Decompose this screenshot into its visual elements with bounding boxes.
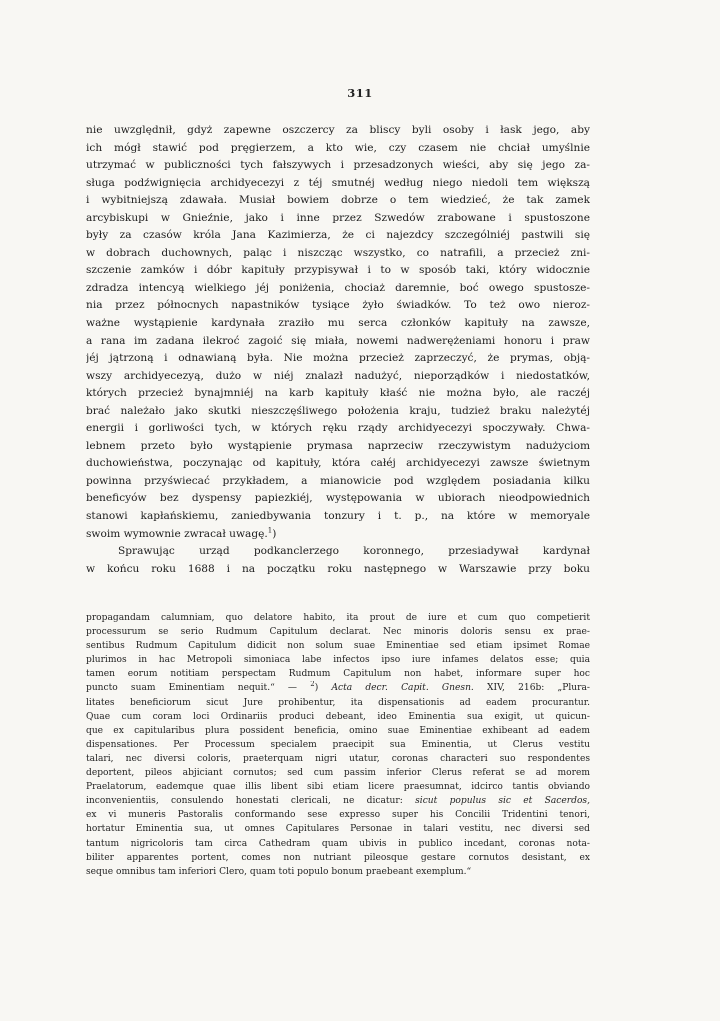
footnote-ref-2: 2 bbox=[310, 681, 315, 689]
footnote-line-with-ref bbox=[86, 681, 590, 695]
footnote-line: processurum se serio Rudmum Capitulum declarat. Nec minoris doloris sensu ex prae- bbox=[86, 627, 590, 638]
footnote-text: inconvenientiis, consulendo honestati clericali, ne dicatur: bbox=[86, 796, 403, 807]
footnote-line: tantum nigricoloris tam circa Cathedram quam ubivis in publico incedant, coronas nota- bbox=[86, 838, 590, 849]
text-line: nie uwzględnił, gdyż zapewne oszczercy za bliscy byli osoby i łask jego, aby bbox=[86, 124, 590, 136]
text-line: ich mógł stawić pod pręgierzem, a kto wie, czy czasem nie chciał umyślnie bbox=[86, 141, 590, 154]
text-line: beneficyów bez dyspensy papiezkiéj, występowania w ubiorach nieodpowiednich bbox=[86, 492, 590, 505]
text-line: utrzymać w publiczności tych fałszywych i przesadzonych wieści, aby się jego za- bbox=[86, 159, 590, 172]
text-line: nia przez północnych napastników tysiące żyło świadków. To też owo nieroz- bbox=[86, 299, 590, 312]
text-line: energii i gorliwości tych, w których ręku rządy archidyecezyi spoczywały. Chwa- bbox=[86, 422, 590, 435]
footnote-line: que ex capitularibus plura possident beneficia, omino suae Eminentiae exhibeant ad eadem bbox=[86, 725, 590, 736]
text-line-with-footnote-ref bbox=[86, 526, 590, 544]
source-citation: Acta decr. Capit. Gnesn. bbox=[331, 683, 474, 694]
footnote-line: deportent, pileos abjiciant cornutos; sed cum passim inferior Clerus referat se ad morem bbox=[86, 768, 590, 779]
footnote-line-with-italic bbox=[86, 794, 590, 808]
text-line: swoim wymownie zwracał uwagę. bbox=[86, 527, 268, 540]
italic-quote: sicut populus sic et Sacerdos, bbox=[415, 796, 590, 807]
text-line: w końcu roku 1688 i na początku roku następnego w Warszawie przy boku bbox=[86, 562, 590, 575]
footnote-line: litates beneficiorum sicut Jure prohibentur, ita dispensationis ad eadem procurantur. bbox=[86, 697, 590, 708]
text-line: ważne wystąpienie kardynała zraziło mu serca członków kapituły na zawsze, bbox=[86, 317, 590, 330]
footnotes bbox=[86, 611, 590, 879]
text-line: brać należało jako skutki nieszczęśliwego położenia kraju, tudzież braku należytéj bbox=[86, 404, 590, 417]
text-line: szczenie zamków i dóbr kapituły przypisywał i to w sposób taki, który widocznie bbox=[86, 264, 590, 277]
text-line: i wybitniejszą zdawała. Musiał bowiem dobrze o tem wiedzieć, że tak zamek bbox=[86, 194, 590, 207]
paragraph-start-line: Sprawując urząd podkanclerzego koronnego, przesiadywał kardynał bbox=[118, 545, 590, 558]
footnote-line: biliter apparentes portent, comes non nutriant pileosque gestare cornutos desistant, ex bbox=[86, 852, 590, 863]
footnote-ref-paren: ) bbox=[314, 683, 319, 694]
footnote-line: talari, nec diversi coloris, praeterquam nigri utatur, coronas characteri suo respondentes bbox=[86, 753, 590, 764]
text-line: których przecież bynajmniéj na karb kapituły kłaść nie można było, ale raczéj bbox=[86, 387, 590, 400]
page-number: 311 bbox=[347, 86, 373, 100]
text-line: jéj jątrzoną i odnawianą była. Nie można przecież zaprzeczyć, że prymas, obją- bbox=[86, 352, 590, 365]
text-line: duchowieństwa, poczynając od kapituły, która całéj archidyecezyi zawsze świetnym bbox=[86, 457, 590, 470]
text-line: były za czasów króla Jana Kazimierza, że ci najezdcy szczególniéj pastwili się bbox=[86, 229, 590, 242]
footnote-line: propagandam calumniam, quo delatore habito, ita prout de iure et cum quo competierit bbox=[86, 613, 590, 623]
text-line: zdradza intencyą wielkiego jéj poniżenia, chociaż daremnie, boć owego spustosze- bbox=[86, 281, 590, 294]
footnote-line: seque omnibus tam inferiori Clero, quam toti populo bonum praebeant exemplum.“ bbox=[86, 866, 472, 877]
footnote-ref-1: 1 bbox=[267, 526, 273, 535]
text-line: sługa podźwignięcia archidyecezyi z téj smutnéj według niego niedoli tem większą bbox=[86, 176, 590, 189]
footnote-text-start: puncto suam Eminentiam nequit.“ — bbox=[86, 683, 311, 694]
text-line: lebnem przeto było wystąpienie prymasa naprzeciw rzeczywistym nadużyciom bbox=[86, 439, 590, 452]
text-line: arcybiskupi w Gnieźnie, jako i inne przez Szwedów zrabowane i spustoszone bbox=[86, 211, 590, 224]
footnote-text-end: XIV, 216b: „Plura- bbox=[487, 683, 590, 694]
footnote-line: sentibus Rudmum Capitulum didicit non solum suae Eminentiae sed etiam ipsimet Romae bbox=[86, 641, 590, 652]
text-line: w dobrach duchownych, paląc i niszcząc wszystko, co natrafili, a przecież zni- bbox=[86, 246, 590, 259]
text-line: stanowi kapłańskiemu, zaniedbywania tonzury i t. p., na które w memoryale bbox=[86, 510, 590, 523]
text-line: powinna przyświecać przykładem, a mianowicie pod względem posiadania kilku bbox=[86, 474, 590, 487]
text-line: a rana im zadana ilekroć zagoić się miała, nowemi nadwerężeniami honoru i praw bbox=[86, 334, 590, 347]
footnote-line: plurimos in hac Metropoli simoniaca labe infectos ipso iure infames delatos esse; quia bbox=[86, 655, 590, 666]
footnote-line: ex vi muneris Pastoralis conformando sese expresso super his Concilii Tridentini tenori, bbox=[86, 810, 590, 821]
text-line: wszy archidyecezyą, dużo w niéj znalazł nadużyć, nieporządków i niedostatków, bbox=[86, 369, 590, 382]
footnote-line: hortatur Eminentia sua, ut omnes Capitulares Personae in talari vestitu, nec diversi sed bbox=[86, 824, 590, 835]
footnote-line: tamen eorum notitiam perspectam Rudmum Capitulum non habet, informare super hoc bbox=[86, 669, 590, 680]
footnote-ref-paren: ) bbox=[272, 527, 277, 540]
footnote-line: dispensationes. Per Processum specialem praecipit sua Eminentia, ut Clerus vestitu bbox=[86, 739, 590, 750]
footnote-line: Praelatorum, eademque quae illis libent sibi etiam licere praesumnat, idcirco tantis obviando bbox=[86, 782, 590, 793]
main-body-text bbox=[86, 122, 590, 578]
footnote-line: Quae cum coram loci Ordinariis produci debeant, ideo Eminentia sua exigit, ut quicun- bbox=[86, 711, 590, 722]
